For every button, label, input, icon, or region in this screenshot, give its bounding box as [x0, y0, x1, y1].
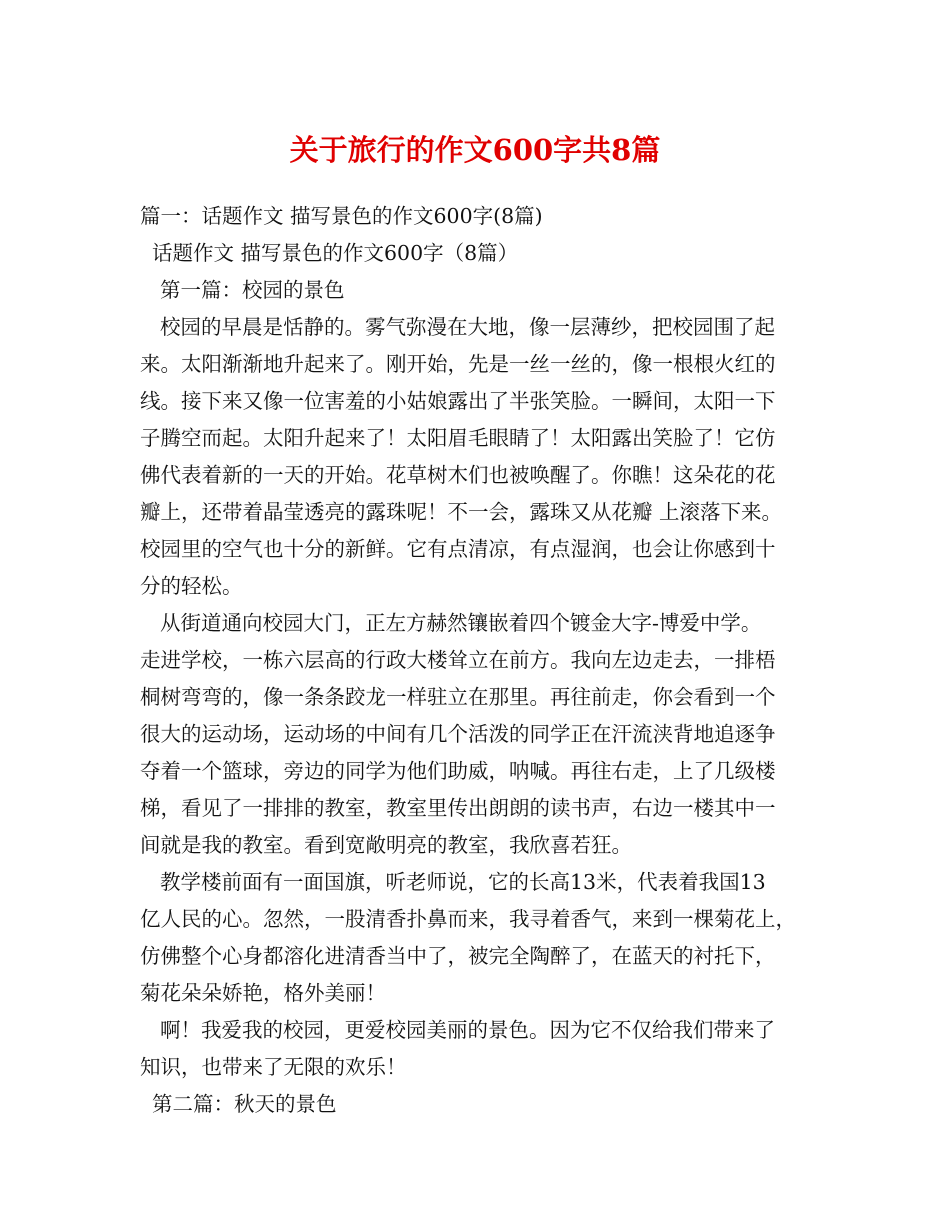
text-line: 菊花朵朵娇艳，格外美丽！ — [140, 981, 386, 1005]
text-line: 校园里的空气也十分的新鲜。它有点清凉，有点湿润，也会让你感到十 — [140, 537, 776, 561]
text-line: 走进学校，一栋六层高的行政大楼耸立在前方。我向左边走去，一排梧 — [140, 648, 776, 672]
text-line: 梯，看见了一排排的教室，教室里传出朗朗的读书声，右边一楼其中一 — [140, 796, 776, 820]
text-line: 第二篇：秋天的景色 — [152, 1092, 337, 1116]
text-line: 夺着一个篮球，旁边的同学为他们助威，呐喊。再往右走，上了几级楼 — [140, 759, 776, 783]
text-line: 从街道通向校园大门，正左方赫然镶嵌着四个镀金大字-博爱中学。 — [160, 611, 762, 635]
document-body — [140, 198, 830, 1123]
document-title: 关于旅行的作文600字共8篇 — [289, 133, 661, 167]
text-line: 子腾空而起。太阳升起来了！太阳眉毛眼睛了！太阳露出笑脸了！它仿 — [140, 426, 776, 450]
text-line: 第一篇：校园的景色 — [160, 278, 345, 302]
text-line: 校园的早晨是恬静的。雾气弥漫在大地，像一层薄纱，把校园围了起 — [160, 315, 775, 339]
text-line: 话题作文 描写景色的作文600字（8篇） — [152, 241, 519, 265]
text-line: 篇一：话题作文 描写景色的作文600字(8篇) — [140, 204, 543, 228]
text-line: 很大的运动场，运动场的中间有几个活泼的同学正在汗流浃背地追逐争 — [140, 722, 776, 746]
text-line: 啊！我爱我的校园，更爱校园美丽的景色。因为它不仅给我们带来了 — [160, 1018, 775, 1042]
text-line: 来。太阳渐渐地升起来了。刚开始，先是一丝一丝的，像一根根火红的 — [140, 352, 776, 376]
text-line: 教学楼前面有一面国旗，听老师说，它的长高13米，代表着我国13 — [160, 870, 766, 894]
text-line: 间就是我的教室。看到宽敞明亮的教室，我欣喜若狂。 — [140, 833, 632, 857]
text-line: 瓣上，还带着晶莹透亮的露珠呢！不一会，露珠又从花瓣 上滚落下来。 — [140, 500, 783, 524]
text-line: 亿人民的心。忽然，一股清香扑鼻而来，我寻着香气，来到一棵菊花上， — [140, 907, 796, 931]
text-line: 知识，也带来了无限的欢乐！ — [140, 1055, 407, 1079]
text-line: 佛代表着新的一天的开始。花草树木们也被唤醒了。你瞧！这朵花的花 — [140, 463, 776, 487]
text-line: 线。接下来又像一位害羞的小姑娘露出了半张笑脸。一瞬间，太阳一下 — [140, 389, 776, 413]
text-line: 仿佛整个心身都溶化进清香当中了，被完全陶醉了，在蓝天的衬托下， — [140, 944, 776, 968]
text-line: 分的轻松。 — [140, 574, 243, 598]
text-line: 桐树弯弯的，像一条条跤龙一样驻立在那里。再往前走，你会看到一个 — [140, 685, 776, 709]
